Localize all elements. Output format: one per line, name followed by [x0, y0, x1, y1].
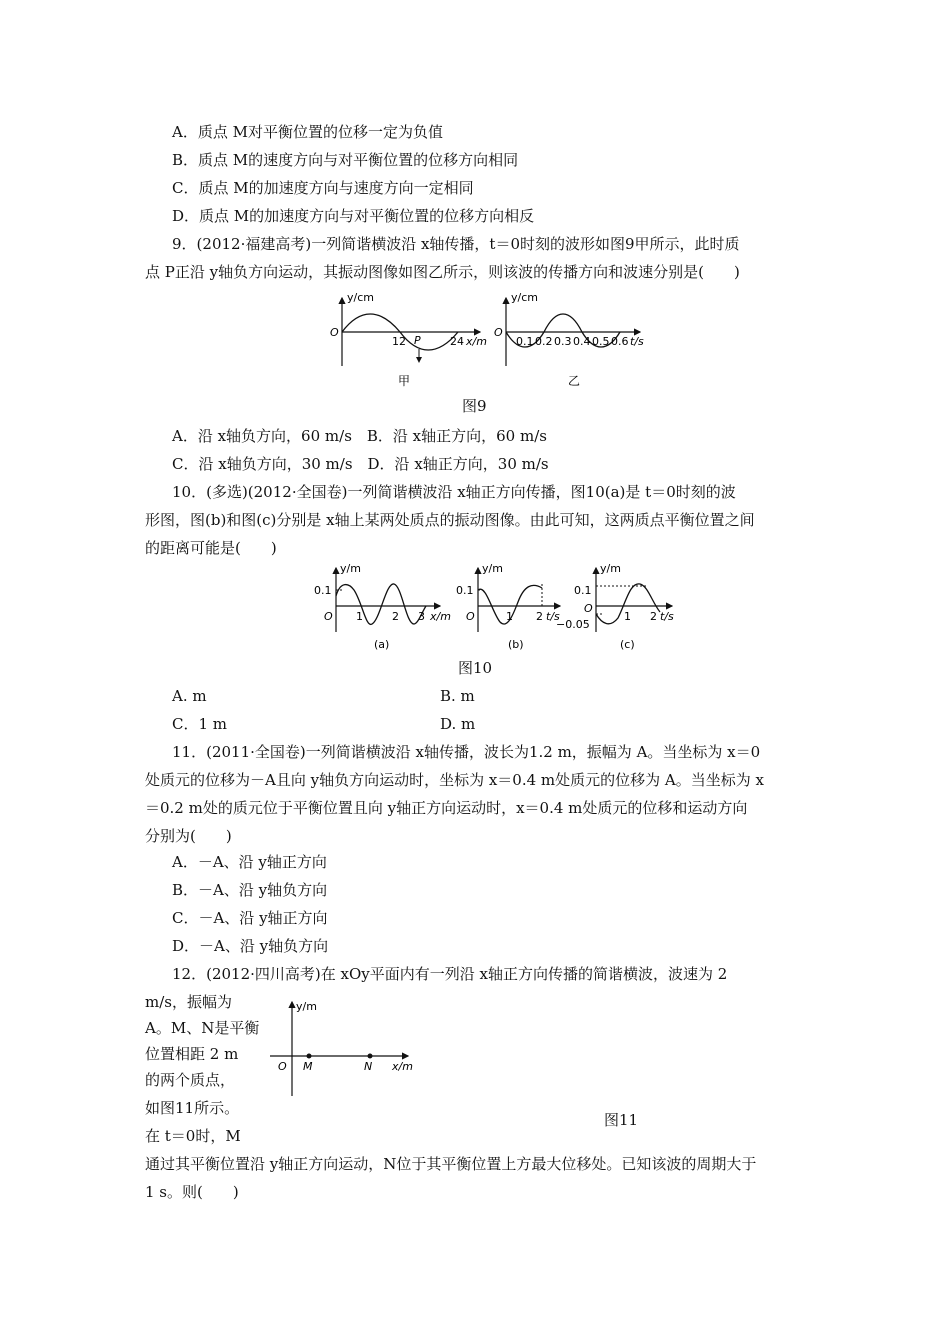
- q11-option-c: C．－A、沿 y轴正方向: [172, 909, 328, 927]
- q12-stem-line1: 12．(2012·四川高考)在 xOy平面内有一列沿 x轴正方向传播的简谐横波，波速为 2: [172, 965, 728, 983]
- fig9-point-p: P: [414, 334, 421, 347]
- fig10b-tick-1: 1: [506, 610, 513, 623]
- fig10b-ylabel: y/m: [482, 562, 503, 575]
- fig10b-sub: (b): [508, 638, 524, 651]
- fig10a-amp: 0.1: [314, 584, 332, 597]
- q12-wrap-1: m/s，振幅为: [145, 993, 232, 1011]
- q9-stem-line1: 9．(2012·福建高考)一列简谐横波沿 x轴传播，t＝0时刻的波形如图9甲所示，此时质: [172, 235, 740, 253]
- q11-stem-line4: 分别为( ): [145, 827, 232, 845]
- q10-stem-line2: 形图，图(b)和图(c)分别是 x轴上某两处质点的振动图像。由此可知，这两质点平衡位置之间: [145, 511, 755, 529]
- fig9-right-tick-2: 0.2: [535, 335, 553, 348]
- fig9-left-ylabel: y/cm: [347, 291, 374, 304]
- fig10a-origin: O: [324, 610, 333, 623]
- q8-option-a: A．质点 M对平衡位置的位移一定为负值: [172, 123, 443, 141]
- fig9-left-xlabel: x/m: [466, 335, 487, 348]
- q10-option-a: A. m: [172, 687, 207, 705]
- q12-wrap-2: A。M、N是平衡: [145, 1019, 260, 1037]
- fig9-right-xlabel: t/s: [630, 335, 644, 348]
- fig10a-tick-3: 3: [418, 610, 425, 623]
- fig10-caption: 图10: [458, 659, 493, 677]
- fig11-xlabel: x/m: [392, 1060, 413, 1073]
- fig10b-amp: 0.1: [456, 584, 474, 597]
- fig9-caption: 图9: [462, 397, 487, 415]
- fig10c-origin: O: [584, 602, 593, 615]
- q10-stem-line1: 10．(多选)(2012·全国卷)一列简谐横波沿 x轴正方向传播，图10(a)是 t＝0时刻的波: [172, 483, 736, 501]
- q12-wrap-4: 的两个质点，: [145, 1071, 236, 1089]
- fig9-sub-jia: 甲: [398, 374, 411, 388]
- fig11-point-m: [307, 1054, 312, 1059]
- fig10a-ylabel: y/m: [340, 562, 361, 575]
- fig10b-origin: O: [466, 610, 475, 623]
- figure-10: [310, 562, 680, 654]
- figure-9: [320, 288, 660, 392]
- fig10a-tick-1: 1: [356, 610, 363, 623]
- q11-stem-line2: 处质元的位移为－A且向 y轴负方向运动时，坐标为 x＝0.4 m处质元的位移为 A。当坐标为 x: [145, 771, 764, 789]
- q8-option-c: C．质点 M的加速度方向与速度方向一定相同: [172, 179, 474, 197]
- fig9-right-tick-3: 0.3: [554, 335, 572, 348]
- q8-option-b: B．质点 M的速度方向与对平衡位置的位移方向相同: [172, 151, 519, 169]
- fig10a-wave-curve: [336, 584, 426, 624]
- q9-options-cd: C．沿 x轴负方向，30 m/s D．沿 x轴正方向，30 m/s: [172, 455, 549, 473]
- fig10c-amp: 0.1: [574, 584, 592, 597]
- q11-stem-line3: ＝0.2 m处的质元位于平衡位置且向 y轴正方向运动时，x＝0.4 m处质元的位移和运动方向: [145, 799, 748, 817]
- fig10a-xlabel: x/m: [430, 610, 451, 623]
- q12-wrap-6: 在 t＝0时，M: [145, 1127, 241, 1145]
- fig9-right-tick-6: 0.6: [611, 335, 629, 348]
- fig11-ylabel: y/m: [296, 1000, 317, 1013]
- q10-stem-line3: 的距离可能是( ): [145, 539, 277, 557]
- fig10b-xlabel: t/s: [546, 610, 560, 623]
- q9-stem-line2: 点 P正沿 y轴负方向运动，其振动图像如图乙所示，则该波的传播方向和波速分别是( ): [145, 263, 740, 281]
- q12-wrap-5: 如图11所示。: [145, 1099, 240, 1117]
- fig9-right-tick-5: 0.5: [592, 335, 610, 348]
- q10-option-d: D. m: [440, 715, 476, 733]
- q11-stem-line1: 11．(2011·全国卷)一列简谐横波沿 x轴传播，波长为1.2 m，振幅为 A。当坐标为 x＝0: [172, 743, 761, 761]
- fig11-label-n: N: [364, 1060, 373, 1073]
- fig10c-tick-1: 1: [624, 610, 631, 623]
- fig10a-sub: (a): [374, 638, 390, 651]
- q11-option-b: B．－A、沿 y轴负方向: [172, 881, 328, 899]
- fig10c-xlabel: t/s: [660, 610, 674, 623]
- fig11-label-m: M: [303, 1060, 313, 1073]
- q10-option-c: C．1 m: [172, 715, 228, 733]
- fig10c-ylabel: y/m: [600, 562, 621, 575]
- figure-11: [266, 996, 426, 1100]
- fig9-right-tick-1: 0.1: [516, 335, 534, 348]
- fig9-right-origin: O: [494, 326, 503, 339]
- fig9-left-tick-24: 24: [450, 335, 464, 348]
- fig11-point-n: [368, 1054, 373, 1059]
- fig9-right-ylabel: y/cm: [511, 291, 538, 304]
- fig11-origin: O: [278, 1060, 287, 1073]
- fig11-caption: 图11: [604, 1111, 639, 1129]
- fig10c-sub: (c): [620, 638, 635, 651]
- q12-stem-line7: 通过其平衡位置沿 y轴正方向运动，N位于其平衡位置上方最大位移处。已知该波的周期大于: [145, 1155, 757, 1173]
- q10-option-b: B. m: [440, 687, 475, 705]
- fig9-sub-yi: 乙: [568, 374, 581, 388]
- q9-options-ab: A．沿 x轴负方向，60 m/s B．沿 x轴正方向，60 m/s: [172, 427, 547, 445]
- q8-option-d: D．质点 M的加速度方向与对平衡位置的位移方向相反: [172, 207, 535, 225]
- fig10a-tick-2: 2: [392, 610, 399, 623]
- q12-wrap-3: 位置相距 2 m: [145, 1045, 239, 1063]
- fig10b-tick-2: 2: [536, 610, 543, 623]
- fig9-left-origin: O: [330, 326, 339, 339]
- q12-stem-line8: 1 s。则( ): [145, 1183, 239, 1201]
- fig9-right-tick-4: 0.4: [573, 335, 591, 348]
- q11-option-d: D．－A、沿 y轴负方向: [172, 937, 329, 955]
- fig10c-tick-2: 2: [650, 610, 657, 623]
- fig9-left-tick-12: 12: [392, 335, 406, 348]
- q11-option-a: A．－A、沿 y轴正方向: [172, 853, 327, 871]
- fig10c-neg: −0.05: [556, 618, 590, 631]
